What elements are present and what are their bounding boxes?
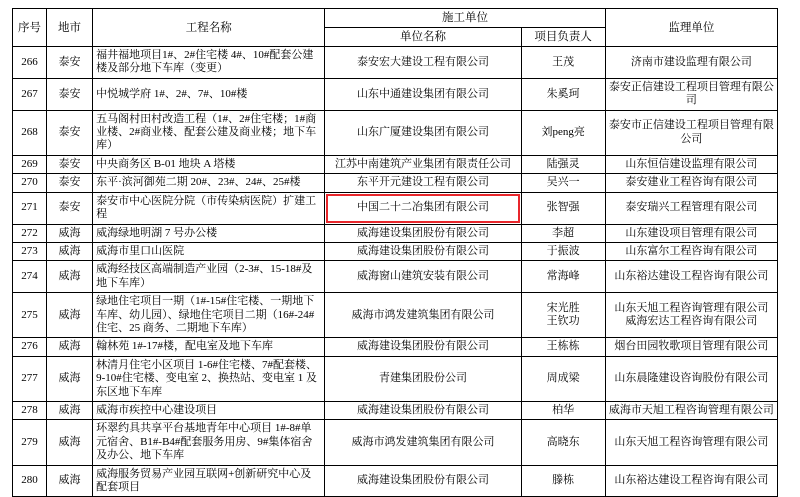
cell-person: 刘peng亮 xyxy=(521,110,605,155)
cell-seq: 278 xyxy=(13,401,47,419)
cell-supervision: 泰安市正信建设工程项目管理有限公司 xyxy=(605,110,777,155)
cell-project: 威海服务贸易产业园互联网+创新研究中心及配套项目 xyxy=(93,465,325,497)
cell-seq: 272 xyxy=(13,224,47,242)
cell-unit-name: 威海建设集团股份有限公司 xyxy=(325,224,521,242)
cell-supervision: 山东晨隆建设咨询股份有限公司 xyxy=(605,356,777,401)
cell-project: 威海市疾控中心建设项目 xyxy=(93,401,325,419)
table-row xyxy=(13,293,778,338)
cell-seq: 267 xyxy=(13,78,47,110)
table-row xyxy=(13,420,778,465)
table-header-row-1 xyxy=(13,9,778,28)
table-row xyxy=(13,465,778,497)
cell-city: 泰安 xyxy=(47,78,93,110)
cell-person: 宋光胜 王钦功 xyxy=(521,293,605,338)
cell-supervision: 山东富尔工程咨询有限公司 xyxy=(605,242,777,260)
cell-unit-name: 山东中通建设集团有限公司 xyxy=(325,78,521,110)
cell-unit-name: 江苏中南建筑产业集团有限责任公司 xyxy=(325,155,521,173)
cell-unit-name: 威海市鸿发建筑集团有限公司 xyxy=(325,293,521,338)
table-row xyxy=(13,110,778,155)
cell-seq: 270 xyxy=(13,174,47,192)
table-row xyxy=(13,155,778,173)
cell-project: 威海绿地明湖 7 号办公楼 xyxy=(93,224,325,242)
cell-project: 威海市里口山医院 xyxy=(93,242,325,260)
cell-seq: 277 xyxy=(13,356,47,401)
cell-unit-name: 东平开元建设工程有限公司 xyxy=(325,174,521,192)
cell-supervision: 山东建设项目管理有限公司 xyxy=(605,224,777,242)
cell-seq: 275 xyxy=(13,293,47,338)
cell-city: 威海 xyxy=(47,465,93,497)
table-row xyxy=(13,192,778,224)
column-header-seq: 序号 xyxy=(13,9,47,47)
column-header-supervision: 监理单位 xyxy=(605,9,777,47)
table-row xyxy=(13,338,778,356)
cell-supervision: 威海市天旭工程咨询管理有限公司 xyxy=(605,401,777,419)
table-header xyxy=(13,9,778,47)
cell-city: 威海 xyxy=(47,338,93,356)
table-row xyxy=(13,47,778,79)
cell-unit-name: 中国二十二冶集团有限公司 xyxy=(325,192,521,224)
cell-person: 常海峰 xyxy=(521,261,605,293)
column-header-unit-name: 单位名称 xyxy=(325,28,521,47)
table-row xyxy=(13,242,778,260)
table-body xyxy=(13,47,778,497)
cell-person: 王栋栋 xyxy=(521,338,605,356)
table-row xyxy=(13,401,778,419)
cell-person: 周成梁 xyxy=(521,356,605,401)
table-row xyxy=(13,261,778,293)
cell-project: 福井福地项目1#、2#住宅楼 4#、10#配套公建楼及部分地下车库（变更） xyxy=(93,47,325,79)
document-page xyxy=(0,8,800,493)
cell-city: 威海 xyxy=(47,356,93,401)
cell-unit-name: 泰安宏大建设工程有限公司 xyxy=(325,47,521,79)
cell-supervision: 山东恒信建设监理有限公司 xyxy=(605,155,777,173)
cell-person: 柏华 xyxy=(521,401,605,419)
cell-project: 中央商务区 B-01 地块 A 塔楼 xyxy=(93,155,325,173)
cell-seq: 268 xyxy=(13,110,47,155)
cell-person: 李超 xyxy=(521,224,605,242)
cell-supervision: 泰安正信建设工程项目管理有限公司 xyxy=(605,78,777,110)
cell-supervision: 山东天旭工程咨询管理有限公司 xyxy=(605,420,777,465)
column-header-city: 地市 xyxy=(47,9,93,47)
table-row xyxy=(13,78,778,110)
cell-city: 威海 xyxy=(47,261,93,293)
cell-person: 王茂 xyxy=(521,47,605,79)
cell-person: 陆强灵 xyxy=(521,155,605,173)
cell-project: 环翠约具共享平台基地青年中心项目 1#-8#单元宿舍、B1#-B4#配套服务用房、9#集体宿舍及办公、地下车库 xyxy=(93,420,325,465)
cell-seq: 274 xyxy=(13,261,47,293)
cell-city: 威海 xyxy=(47,293,93,338)
cell-project: 五马阁村田村改造工程（1#、2#住宅楼；1#商业楼、2#商业楼、配套公建及商业楼；地下车库） xyxy=(93,110,325,155)
cell-supervision: 山东裕达建设工程咨询有限公司 xyxy=(605,261,777,293)
cell-unit-name: 威海建设集团股份有限公司 xyxy=(325,242,521,260)
cell-seq: 276 xyxy=(13,338,47,356)
cell-unit-name: 威海市鸿发建筑集团有限公司 xyxy=(325,420,521,465)
cell-project: 林清月住宅小区项目 1-6#住宅楼、7#配套楼、9-10#住宅楼、变电室 2、换热站、变电室 1 及东区地下车库 xyxy=(93,356,325,401)
cell-supervision: 济南市建设监理有限公司 xyxy=(605,47,777,79)
cell-project: 泰安市中心医院分院（市传染病医院）扩建工程 xyxy=(93,192,325,224)
cell-supervision: 烟台田园牧歌项目管理有限公司 xyxy=(605,338,777,356)
cell-unit-name: 山东广厦建设集团有限公司 xyxy=(325,110,521,155)
cell-seq: 269 xyxy=(13,155,47,173)
cell-supervision: 泰安瑞兴工程管理有限公司 xyxy=(605,192,777,224)
cell-project: 中悦城学府 1#、2#、7#、10#楼 xyxy=(93,78,325,110)
cell-seq: 280 xyxy=(13,465,47,497)
cell-seq: 273 xyxy=(13,242,47,260)
cell-project: 绿地住宅项目一期（1#-15#住宅楼、一期地下车库、幼儿园）、绿地住宅项目二期（16#-24#住宅、25 商务、二期地下车库） xyxy=(93,293,325,338)
cell-supervision: 山东裕达建设工程咨询有限公司 xyxy=(605,465,777,497)
cell-city: 威海 xyxy=(47,224,93,242)
cell-city: 威海 xyxy=(47,420,93,465)
cell-person: 朱奚珂 xyxy=(521,78,605,110)
cell-project: 威海经技区高端制造产业园（2-3#、15-18#及地下车库） xyxy=(93,261,325,293)
cell-project: 东平·滨河御苑二期 20#、23#、24#、25#楼 xyxy=(93,174,325,192)
cell-city: 威海 xyxy=(47,242,93,260)
cell-supervision: 山东天旭工程咨询管理有限公司 威海宏达工程咨询有限公司 xyxy=(605,293,777,338)
cell-person: 高晓东 xyxy=(521,420,605,465)
cell-unit-name: 威海窗山建筑安装有限公司 xyxy=(325,261,521,293)
cell-unit-name: 青建集团股份公司 xyxy=(325,356,521,401)
cell-city: 泰安 xyxy=(47,155,93,173)
table-row xyxy=(13,224,778,242)
cell-seq: 271 xyxy=(13,192,47,224)
cell-unit-name: 威海建设集团股份有限公司 xyxy=(325,465,521,497)
table-row xyxy=(13,356,778,401)
cell-unit-name: 威海建设集团股份有限公司 xyxy=(325,338,521,356)
column-header-person: 项目负责人 xyxy=(521,28,605,47)
cell-seq: 279 xyxy=(13,420,47,465)
column-header-construction-group: 施工单位 xyxy=(325,9,605,28)
cell-unit-name: 威海建设集团股份有限公司 xyxy=(325,401,521,419)
cell-city: 泰安 xyxy=(47,47,93,79)
cell-seq: 266 xyxy=(13,47,47,79)
projects-table xyxy=(12,8,778,497)
cell-city: 泰安 xyxy=(47,110,93,155)
column-header-project: 工程名称 xyxy=(93,9,325,47)
cell-person: 张智强 xyxy=(521,192,605,224)
cell-city: 泰安 xyxy=(47,174,93,192)
cell-project: 翰林苑 1#-17#楼，配电室及地下车库 xyxy=(93,338,325,356)
table-row xyxy=(13,174,778,192)
cell-city: 泰安 xyxy=(47,192,93,224)
cell-person: 滕栋 xyxy=(521,465,605,497)
cell-person: 吴兴一 xyxy=(521,174,605,192)
cell-person: 于振波 xyxy=(521,242,605,260)
cell-supervision: 泰安建业工程咨询有限公司 xyxy=(605,174,777,192)
cell-city: 威海 xyxy=(47,401,93,419)
